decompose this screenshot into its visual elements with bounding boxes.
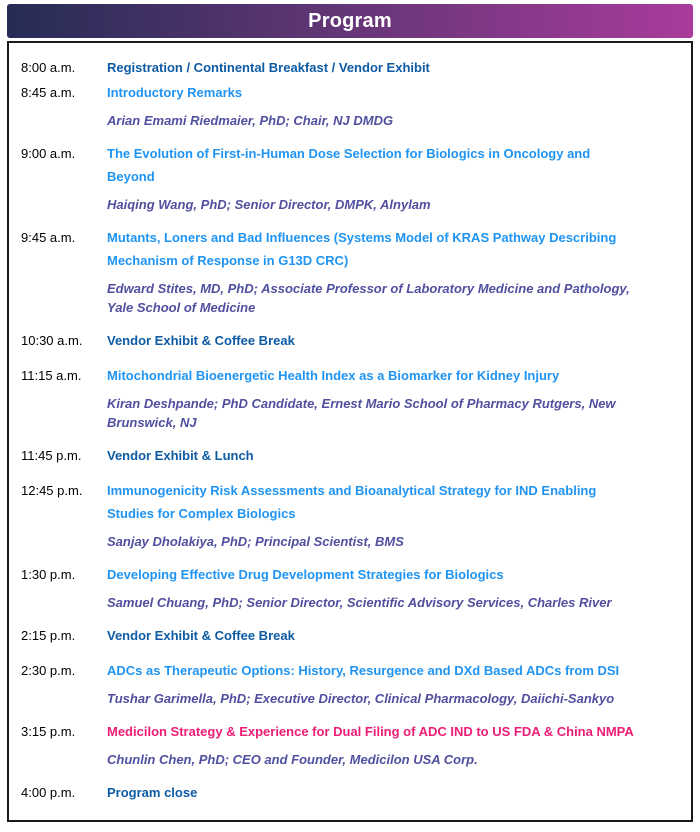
schedule-row bbox=[21, 781, 685, 804]
session-speaker bbox=[107, 394, 685, 432]
session-title-line: Mitochondrial Bioenergetic Health Index as a Biomarker for Kidney Injury bbox=[107, 368, 560, 383]
program-schedule bbox=[7, 41, 693, 822]
session-speaker bbox=[107, 593, 685, 612]
session-content bbox=[107, 364, 685, 432]
session-speaker-line: Arian Emami Riedmaier, PhD; Chair, NJ DMDG bbox=[107, 113, 394, 128]
session-speaker bbox=[107, 750, 685, 769]
session-time: 11:15 a.m. bbox=[21, 368, 82, 383]
session-title bbox=[107, 781, 685, 804]
session-speaker-line: Kiran Deshpande; PhD Candidate, Ernest Mario School of Pharmacy Rutgers, New bbox=[107, 396, 616, 411]
session-content bbox=[107, 479, 685, 551]
session-content bbox=[107, 444, 685, 467]
session-content bbox=[107, 226, 685, 317]
session-speaker bbox=[107, 195, 685, 214]
schedule-row bbox=[21, 563, 685, 612]
session-time: 9:00 a.m. bbox=[21, 146, 76, 161]
session-speaker-line: Samuel Chuang, PhD; Senior Director, Scientific Advisory Services, Charles River bbox=[107, 595, 612, 610]
session-content bbox=[107, 624, 685, 647]
session-title-line: Beyond bbox=[107, 169, 155, 184]
session-content bbox=[107, 329, 685, 352]
session-title-line: ADCs as Therapeutic Options: History, Resurgence and DXd Based ADCs from DSI bbox=[107, 663, 620, 678]
session-title bbox=[107, 563, 685, 586]
session-speaker bbox=[107, 689, 685, 708]
schedule-row bbox=[21, 142, 685, 214]
session-title-line: Developing Effective Drug Development Strategies for Biologics bbox=[107, 567, 504, 582]
schedule-row bbox=[21, 226, 685, 317]
schedule-row bbox=[21, 479, 685, 551]
session-title bbox=[107, 226, 685, 272]
program-header bbox=[7, 4, 693, 38]
session-title bbox=[107, 720, 685, 743]
session-speaker bbox=[107, 279, 685, 317]
session-speaker-line: Chunlin Chen, PhD; CEO and Founder, Medicilon USA Corp. bbox=[107, 752, 478, 767]
session-time: 8:00 a.m. bbox=[21, 60, 76, 75]
schedule-row bbox=[21, 720, 685, 769]
schedule-row bbox=[21, 56, 685, 79]
session-time: 10:30 a.m. bbox=[21, 333, 83, 348]
session-speaker-line: Tushar Garimella, PhD; Executive Director, Clinical Pharmacology, Daiichi-Sankyo bbox=[107, 691, 615, 706]
session-title-line: Vendor Exhibit & Lunch bbox=[107, 448, 254, 463]
session-time: 2:15 p.m. bbox=[21, 628, 76, 643]
session-speaker-line: Edward Stites, MD, PhD; Associate Professor of Laboratory Medicine and Pathology, bbox=[107, 281, 630, 296]
session-title-line: Introductory Remarks bbox=[107, 85, 243, 100]
session-time: 3:15 p.m. bbox=[21, 724, 76, 739]
session-content bbox=[107, 142, 685, 214]
session-time: 4:00 p.m. bbox=[21, 785, 76, 800]
session-speaker-line: Sanjay Dholakiya, PhD; Principal Scientist, BMS bbox=[107, 534, 404, 549]
schedule-row bbox=[21, 444, 685, 467]
session-time: 8:45 a.m. bbox=[21, 85, 76, 100]
session-title bbox=[107, 659, 685, 682]
session-content bbox=[107, 659, 685, 708]
session-time: 12:45 p.m. bbox=[21, 483, 83, 498]
session-title bbox=[107, 479, 685, 525]
session-title-line: Program close bbox=[107, 785, 198, 800]
session-speaker-line: Yale School of Medicine bbox=[107, 300, 256, 315]
session-time: 11:45 p.m. bbox=[21, 448, 82, 463]
session-content bbox=[107, 781, 685, 804]
session-title bbox=[107, 364, 685, 387]
session-content bbox=[107, 720, 685, 769]
session-title bbox=[107, 142, 685, 188]
session-title bbox=[107, 624, 685, 647]
session-title bbox=[107, 444, 685, 467]
schedule-row bbox=[21, 81, 685, 130]
session-title-line: Medicilon Strategy & Experience for Dual Filing of ADC IND to US FDA & China NMPA bbox=[107, 724, 634, 739]
session-title-line: Studies for Complex Biologics bbox=[107, 506, 296, 521]
session-title-line: Vendor Exhibit & Coffee Break bbox=[107, 333, 295, 348]
session-time: 2:30 p.m. bbox=[21, 663, 76, 678]
session-title-line: Mechanism of Response in G13D CRC) bbox=[107, 253, 349, 268]
session-title bbox=[107, 329, 685, 352]
session-content bbox=[107, 563, 685, 612]
schedule-row bbox=[21, 329, 685, 352]
session-speaker-line: Haiqing Wang, PhD; Senior Director, DMPK, Alnylam bbox=[107, 197, 431, 212]
session-speaker-line: Brunswick, NJ bbox=[107, 415, 197, 430]
session-title-line: Vendor Exhibit & Coffee Break bbox=[107, 628, 295, 643]
session-title bbox=[107, 81, 685, 104]
schedule-row bbox=[21, 364, 685, 432]
session-content bbox=[107, 56, 685, 79]
session-time: 9:45 a.m. bbox=[21, 230, 76, 245]
session-title-line: The Evolution of First-in-Human Dose Selection for Biologics in Oncology and bbox=[107, 146, 591, 161]
session-title-line: Registration / Continental Breakfast / Vendor Exhibit bbox=[107, 60, 430, 75]
session-title bbox=[107, 56, 685, 79]
session-content bbox=[107, 81, 685, 130]
schedule-row bbox=[21, 659, 685, 708]
session-title-line: Immunogenicity Risk Assessments and Bioanalytical Strategy for IND Enabling bbox=[107, 483, 597, 498]
session-title-line: Mutants, Loners and Bad Influences (Systems Model of KRAS Pathway Describing bbox=[107, 230, 617, 245]
schedule-row bbox=[21, 624, 685, 647]
page-title: Program bbox=[308, 9, 392, 32]
session-speaker bbox=[107, 111, 685, 130]
session-time: 1:30 p.m. bbox=[21, 567, 76, 582]
session-speaker bbox=[107, 532, 685, 551]
